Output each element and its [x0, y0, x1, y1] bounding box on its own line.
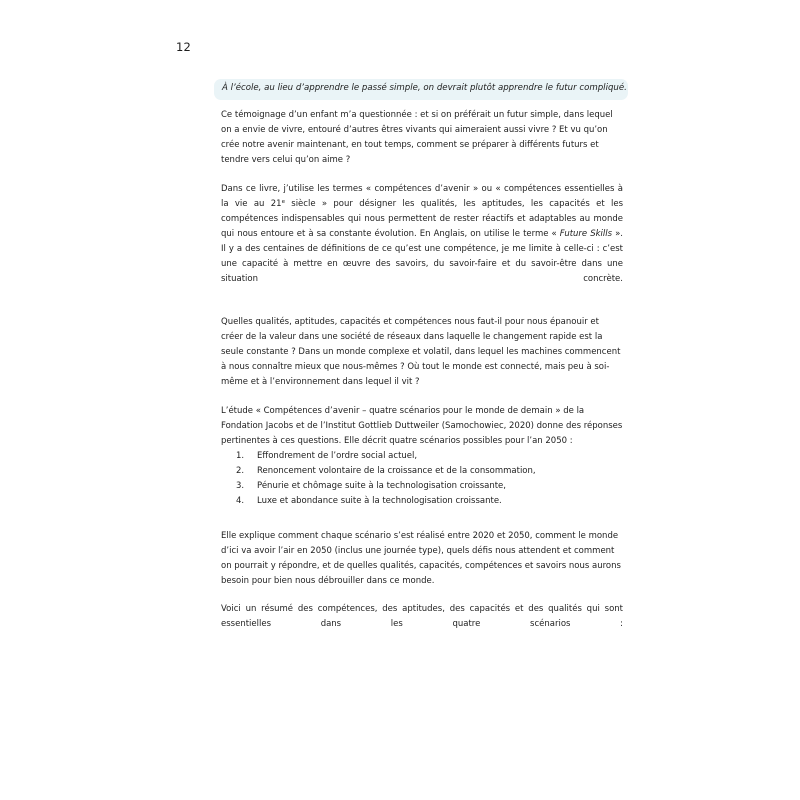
paragraph-6: Voici un résumé des compétences, des aptitudes, des capacités et des qualités qui sont essentielles dans les quatre scénarios : — [221, 604, 623, 629]
list-item-number: 4. — [236, 495, 245, 506]
paragraph-5: Elle explique comment chaque scénario s’est réalisé entre 2020 et 2050, comment le monde d’ici va avoir l’air en 2050 (inclus une journée type), quels défis nous attendent et comment on pourrait y répondre, et de quelles qualités, capacités, compétences et savoirs nous aurons besoin pour bien nous débrouiller dans ce monde. — [221, 530, 621, 586]
list-item-text: Luxe et abondance suite à la technologisation croissante. — [257, 495, 502, 506]
epigraph-quote: À l’école, au lieu d’apprendre le passé simple, on devrait plutôt apprendre le futur compliqué. — [214, 79, 628, 100]
body-text — [221, 108, 623, 661]
list-item-text: Pénurie et chômage suite à la technologisation croissante, — [257, 480, 506, 491]
scenario-list — [221, 449, 623, 509]
paragraph-4: L’étude « Compétences d’avenir – quatre scénarios pour le monde de demain » de la Fondation Jacobs et de l’Institut Gottlieb Duttweiler (Samochowiec, 2020) donne des réponses pertinentes à ces questions. Elle décrit quatre scénarios possibles pour l’an 2050 : — [221, 405, 623, 446]
paragraph-2-part-3: ». Il y a des centaines de définitions de ce qu’est une compétence, je me limite à celle-ci : c’est une capacité à mettre en œuvre des savoirs, du savoir-faire et du savoir-être dans une situation concrète. — [221, 228, 623, 284]
list-item-number: 2. — [236, 465, 245, 476]
list-item-text: Effondrement de l’ordre social actuel, — [257, 450, 418, 461]
list-item — [221, 449, 623, 464]
paragraph-2-part-2: siècle » pour désigner les qualités, les aptitudes, les capacités et les compétences indispensables qui nous permettent de rester réactifs et adaptables au monde qui nous entoure et à sa constante évolution. En Anglais, on utilise le terme « — [221, 198, 623, 239]
paragraph-1: Ce témoignage d’un enfant m’a questionnée : et si on préférait un futur simple, dans lequel on a envie de vivre, entouré d’autres êtres vivants qui aimeraient aussi vivre ? Et vu qu’on crée notre avenir maintenant, en tout temps, comment se préparer à différents futurs et tendre vers celui qu’on aime ? — [221, 110, 613, 165]
page-number: 12 — [176, 40, 192, 54]
paragraph-2 — [221, 182, 623, 302]
paragraph-2-part-1: Dans ce livre, j’utilise les termes « compétences d’avenir » ou « compétences essentielles à la vie au 21 — [221, 183, 623, 209]
future-skills-term: Future Skills — [559, 228, 613, 239]
list-item — [221, 464, 623, 479]
list-item-text: Renoncement volontaire de la croissance et de la consommation, — [257, 465, 536, 476]
superscript-e: e — [281, 198, 285, 205]
list-item-number: 3. — [236, 480, 245, 491]
list-item-number: 1. — [236, 450, 245, 461]
paragraph-3: Quelles qualités, aptitudes, capacités et compétences nous faut-il pour nous épanouir et créer de la valeur dans une société de réseaux dans laquelle le changement rapide est la seule constante ? Dans un monde complexe et volatil, dans lequel les machines commencent à nous connaître mieux que nous-mêmes ? Où tout le monde est connecté, mais peu à soi-même et à l’environnement dans lequel il vit ? — [221, 317, 621, 387]
list-item — [221, 494, 623, 509]
list-item — [221, 479, 623, 494]
